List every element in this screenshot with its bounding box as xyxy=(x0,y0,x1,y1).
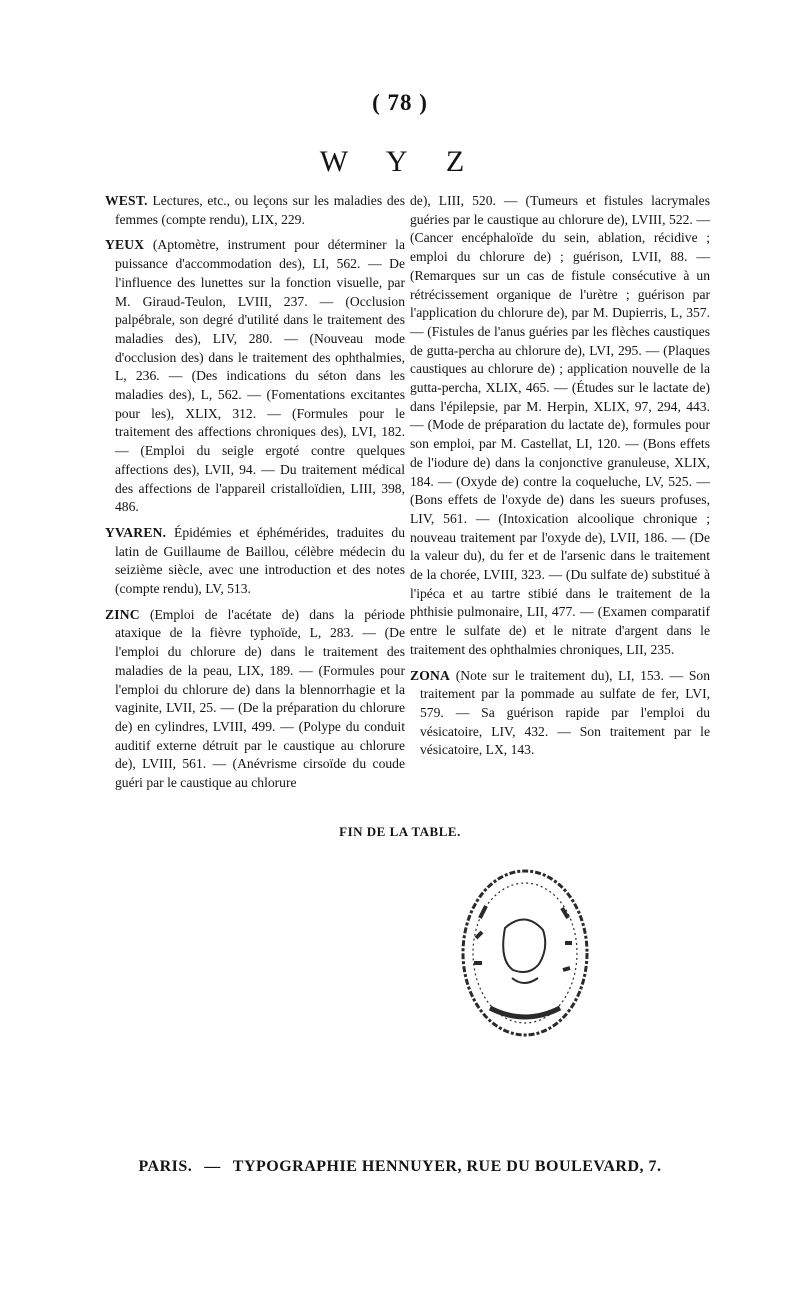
index-entry xyxy=(410,667,710,761)
index-entry xyxy=(105,236,405,517)
printer-footer xyxy=(0,1158,800,1176)
library-stamp-icon xyxy=(450,858,600,1048)
index-column-left xyxy=(105,192,405,800)
entry-text: Épidémies et éphémérides, traduites du latin de Guillaume de Baillou, célèbre médecin du seizième siècle, avec une introduction et des notes (compte rendu), LV, 513. xyxy=(115,524,405,597)
entry-text: (Aptomètre, instrument pour déterminer la puissance d'accommodation des), LI, 562. — De l'influence des lunettes sur la fonction visuelle, par M. Giraud-Teulon, LVIII, 237. — (Occlusion palpébrale, son degré d'utilité dans le traitement des maladies des), LIV, 280. — (Nouveau mode d'occlusion des) dans le traitement des ophthalmies, L, 236. — (Des indications du séton dans les maladies des), L, 562. — (Fomentations excitantes pour les), XLIX, 312. — (Formules pour le traitement des affections chroniques des), LVI, 182. — (Emploi du seigle ergoté contre quelques affections des), LVII, 94. — Du traitement médical des affections de l'appareil cristalloïdien, LIII, 398, 486. xyxy=(115,237,405,515)
entry-heading: WEST. xyxy=(105,193,148,208)
index-entry xyxy=(105,606,405,793)
end-of-table-text: FIN DE LA TABLE. xyxy=(339,824,461,839)
footer-printer: TYPOGRAPHIE HENNUYER, RUE DU BOULEVARD, 7. xyxy=(232,1158,662,1175)
entry-text: Lectures, etc., ou leçons sur les maladies des femmes (compte rendu), LIX, 229. xyxy=(115,193,405,227)
index-entry xyxy=(105,192,405,229)
page-number: ( 78 ) xyxy=(372,90,428,115)
entry-text: (Emploi de l'acétate de) dans la période ataxique de la fièvre typhoïde, L, 283. — (De l'emploi du chlorure de) dans le traitement des maladies de la peau, LIX, 189. — (Formules pour l'emploi du chlorure de) dans la blennorrhagie et la vaginite, LVII, 25. — (De la préparation du chlorure de) en cylindres, LVIII, 499. — (Polype du conduit auditif externe détruit par le caustique au chlorure de), LVIII, 561. — (Anévrisme cirsoïde du coude guéri par le caustique au chlorure xyxy=(115,606,405,791)
entry-text: (Note sur le traitement du), LI, 153. — Son traitement par la pommade au sulfate de fer, LVI, 579. — Sa guérison rapide par l'emploi du vésicatoire, LIV, 432. — Son traitement par le vésicatoire, LX, 143. xyxy=(420,667,710,758)
entry-text: de), LIII, 520. — (Tumeurs et fistules lacrymales guéries par le caustique au chlorure de), LVIII, 522. — (Cancer encéphaloïde du sein, ablation, récidive ; emploi du chlorure de) ; guérison, LVII, 88. — (Remarques sur un cas de fistule consécutive à un rétrécissement organique de l'urètre ; guérison par l'application du chlorure de), par M. Dupierris, L, 357. — (Fistules de l'anus guéries par les flèches caustiques de gutta-percha au chlorure de), LVI, 295. — (Plaques caustiques au chlorure de) ; application nouvelle de la gutta-percha, XLIX, 465. — (Études sur le lactate de) dans l'épilepsie, par M. Herpin, XLIX, 97, 294, 443. — (Mode de préparation du lactate de), formules pour son emploi, par M. Castellat, LI, 120. — (Bons effets de l'iodure de) dans la conjonctive granuleuse, XLIX, 184. — (Oxyde de) contre la coqueluche, LV, 525. — (Bons effets de l'oxyde de) dans les sueurs profuses, LIV, 561. — (Intoxication alcoolique chronique ; nouveau traitement par l'oxyde de), LVII, 186. — (De la valeur du), du fer et de l'arsenic dans le traitement de la chorée, LVIII, 323. — (Du sulfate de) substitué à l'ipéca et au tartre stibié dans le traitement de la phthisie pulmonaire, LII, 477. — (Examen comparatif entre le sulfate de) et le nitrate d'argent dans le traitement des ophthalmies chroniques, LII, 235. xyxy=(410,193,710,657)
entry-heading: ZONA xyxy=(410,667,451,683)
index-column-right xyxy=(410,192,710,767)
section-letters: W Y Z xyxy=(319,145,481,178)
entry-heading: YVAREN. xyxy=(105,524,167,540)
footer-dash: — xyxy=(204,1158,221,1175)
index-entry-continued xyxy=(410,192,710,660)
entry-heading: ZINC xyxy=(105,606,140,622)
index-entry xyxy=(105,524,405,599)
entry-heading: YEUX xyxy=(105,237,145,253)
footer-city: PARIS. xyxy=(138,1158,193,1175)
